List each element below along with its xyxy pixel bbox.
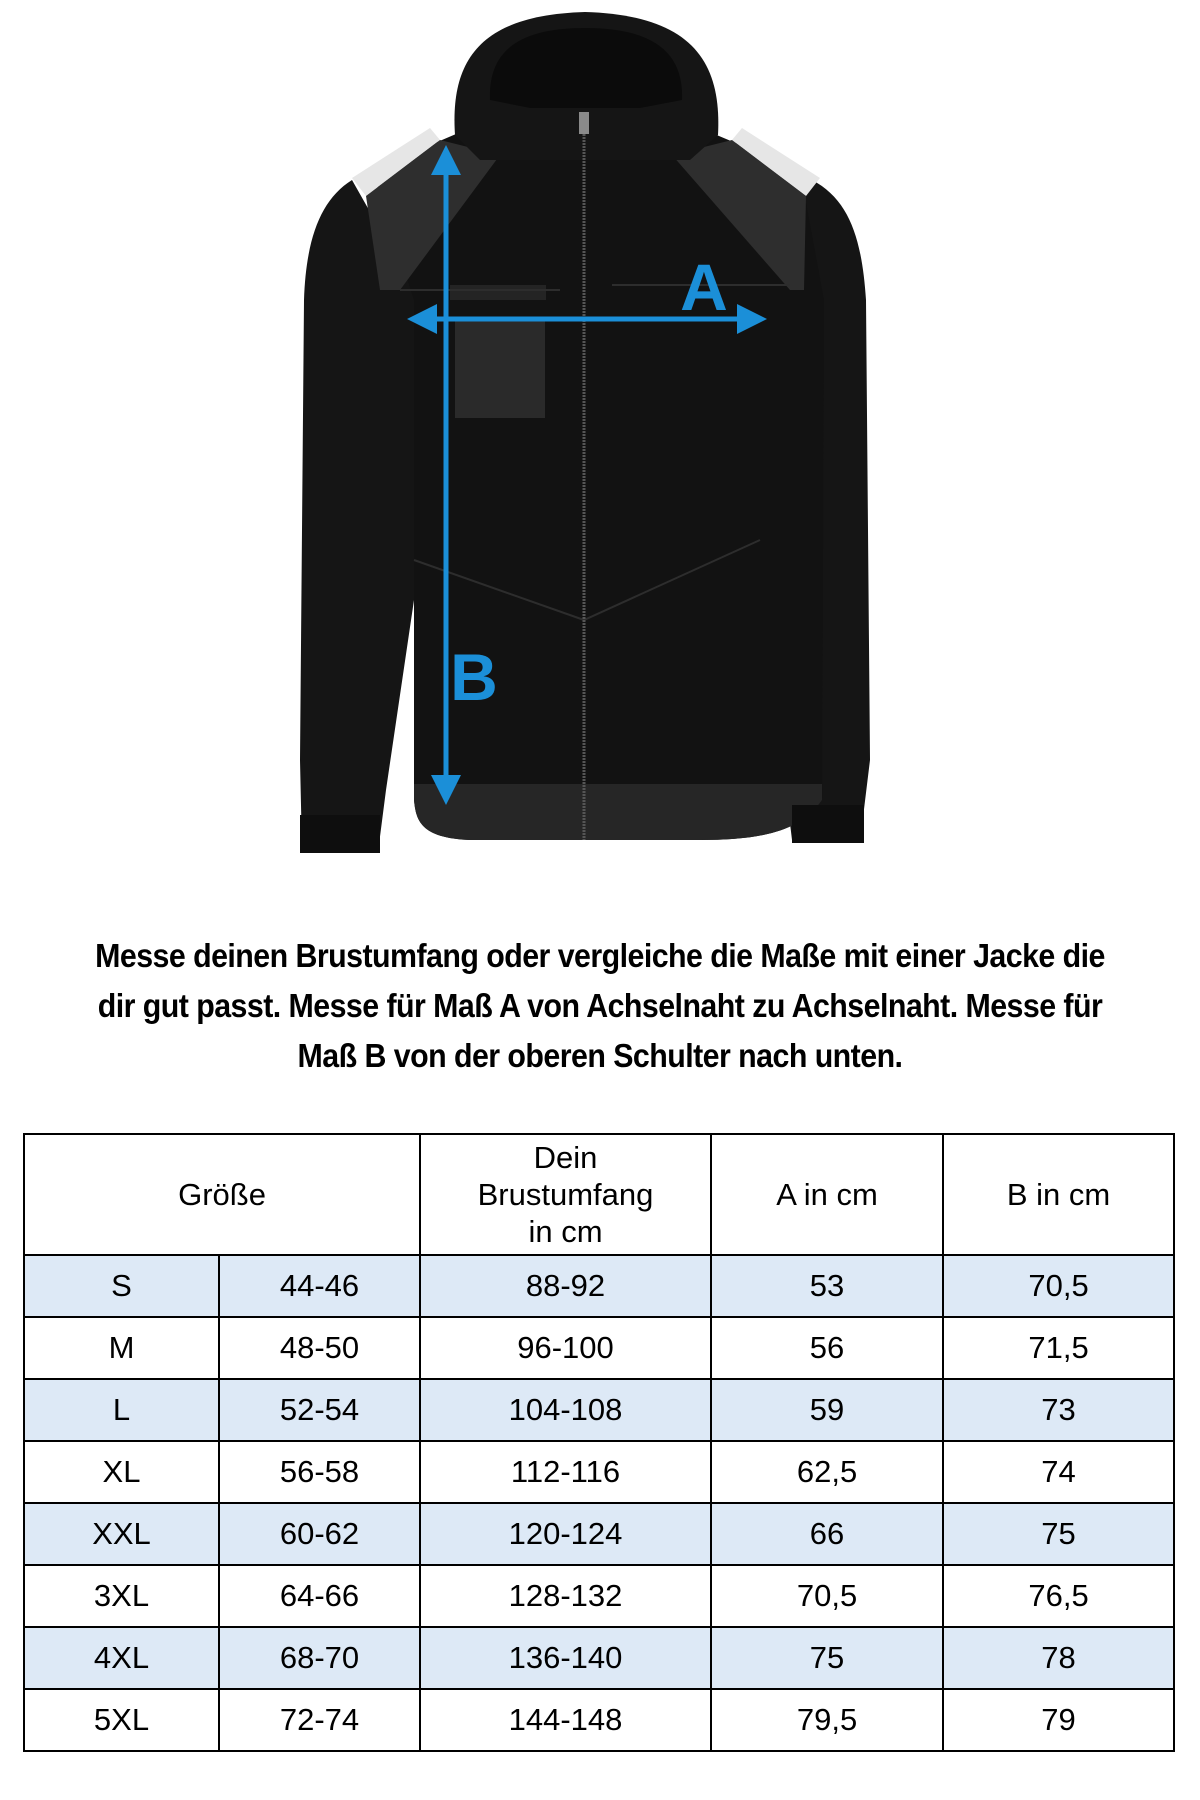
cell-a: 59	[711, 1379, 943, 1441]
cell-b: 79	[943, 1689, 1174, 1751]
cell-size: 4XL	[24, 1627, 219, 1689]
cell-eu-size: 64-66	[219, 1565, 420, 1627]
label-a: A	[680, 250, 728, 324]
cell-b: 70,5	[943, 1255, 1174, 1317]
cell-size: 3XL	[24, 1565, 219, 1627]
cell-b: 78	[943, 1627, 1174, 1689]
cell-chest: 104-108	[420, 1379, 711, 1441]
cell-size: S	[24, 1255, 219, 1317]
table-row	[24, 1379, 1174, 1441]
cell-eu-size: 52-54	[219, 1379, 420, 1441]
cell-size: XL	[24, 1441, 219, 1503]
cell-a: 53	[711, 1255, 943, 1317]
size-chart-table	[23, 1133, 1175, 1752]
measuring-instructions: Messe deinen Brustumfang oder vergleiche die Maße mit einer Jacke die dir gut passt. Messe für Maß A von Achselnaht zu Achselnaht. Messe für Maß B von der oberen Schulter nach unten.	[95, 937, 1105, 1074]
cell-b: 71,5	[943, 1317, 1174, 1379]
header-chest	[420, 1134, 711, 1255]
cell-chest: 136-140	[420, 1627, 711, 1689]
cell-chest: 120-124	[420, 1503, 711, 1565]
cell-b: 75	[943, 1503, 1174, 1565]
cell-a: 79,5	[711, 1689, 943, 1751]
cell-a: 62,5	[711, 1441, 943, 1503]
jacket-illustration	[300, 12, 870, 853]
cell-size: M	[24, 1317, 219, 1379]
table-header-row	[24, 1134, 1174, 1255]
header-chest-line1: Dein	[533, 1140, 598, 1175]
header-b: B in cm	[943, 1134, 1174, 1255]
cell-a: 75	[711, 1627, 943, 1689]
table-row	[24, 1503, 1174, 1565]
header-a: A in cm	[711, 1134, 943, 1255]
table-row	[24, 1317, 1174, 1379]
cell-a: 56	[711, 1317, 943, 1379]
cell-b: 76,5	[943, 1565, 1174, 1627]
table-row	[24, 1565, 1174, 1627]
cell-chest: 112-116	[420, 1441, 711, 1503]
cell-eu-size: 72-74	[219, 1689, 420, 1751]
table-row	[24, 1689, 1174, 1751]
cell-chest: 144-148	[420, 1689, 711, 1751]
cell-b: 73	[943, 1379, 1174, 1441]
cell-chest: 128-132	[420, 1565, 711, 1627]
header-size: Größe	[24, 1134, 420, 1255]
cell-size: L	[24, 1379, 219, 1441]
cell-a: 66	[711, 1503, 943, 1565]
cell-eu-size: 44-46	[219, 1255, 420, 1317]
header-chest-line3: in cm	[528, 1214, 603, 1249]
cell-eu-size: 68-70	[219, 1627, 420, 1689]
cell-eu-size: 60-62	[219, 1503, 420, 1565]
table-row	[24, 1255, 1174, 1317]
cell-eu-size: 56-58	[219, 1441, 420, 1503]
table-row	[24, 1627, 1174, 1689]
jacket-measurement-figure	[0, 0, 1200, 880]
cell-size: 5XL	[24, 1689, 219, 1751]
cell-b: 74	[943, 1441, 1174, 1503]
cell-chest: 88-92	[420, 1255, 711, 1317]
cell-eu-size: 48-50	[219, 1317, 420, 1379]
cell-a: 70,5	[711, 1565, 943, 1627]
label-b: B	[450, 640, 498, 714]
header-chest-line2: Brustumfang	[477, 1177, 654, 1212]
table-row	[24, 1441, 1174, 1503]
cell-size: XXL	[24, 1503, 219, 1565]
cell-chest: 96-100	[420, 1317, 711, 1379]
